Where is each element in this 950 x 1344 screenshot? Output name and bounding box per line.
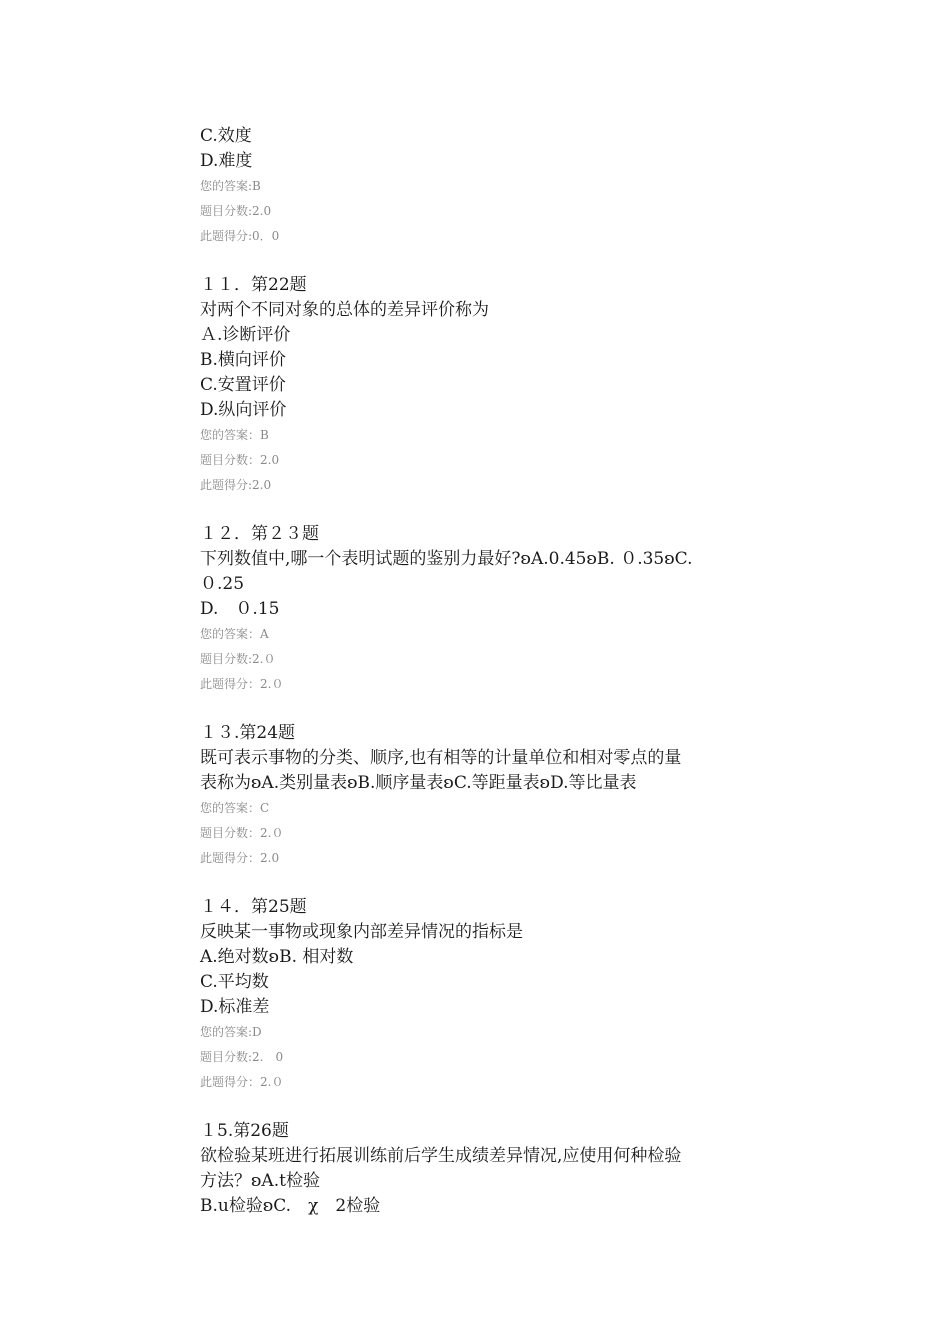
- question-score: 题目分数:2.０: [200, 652, 276, 666]
- question-stem: 欲检验某班进行拓展训练前后学生成绩差异情况,应使用何种检验: [200, 1146, 682, 1166]
- your-answer: 您的答案:B: [200, 179, 261, 193]
- option-d: D. ０.15: [200, 599, 280, 619]
- option-a-b: A.绝对数ʚB. 相对数: [200, 947, 354, 967]
- question-stem-continued: ０.25: [200, 574, 245, 594]
- earned-score: 此题得分:0．0: [200, 229, 280, 243]
- question-stem: 下列数值中,哪一个表明试题的鉴别力最好?ʚA.0.45ʚB. ０.35ʚC.: [200, 549, 693, 569]
- earned-score: 此题得分：2.０: [200, 677, 284, 691]
- option-c: C.安置评价: [200, 375, 286, 395]
- question-stem: 对两个不同对象的总体的差异评价称为: [200, 300, 489, 320]
- question-title: １5.第26题: [200, 1121, 289, 1141]
- option-d: D.难度: [200, 151, 253, 171]
- option-d: D.纵向评价: [200, 400, 287, 420]
- question-12: [200, 522, 820, 697]
- question-score: 题目分数：2.0: [200, 453, 280, 467]
- question-title: １１．第22题: [200, 275, 307, 295]
- question-score: 题目分数：2.０: [200, 826, 284, 840]
- your-answer: 您的答案：C: [200, 801, 270, 815]
- question-14: [200, 895, 820, 1095]
- option-d: D.标准差: [200, 997, 270, 1017]
- your-answer: 您的答案：A: [200, 627, 269, 641]
- question-13: [200, 721, 820, 871]
- question-title: １３.第24题: [200, 723, 296, 743]
- previous-question-tail: [200, 124, 820, 249]
- option-a: Ａ.诊断评价: [200, 325, 291, 345]
- your-answer: 您的答案:D: [200, 1025, 262, 1039]
- option-c: C.效度: [200, 126, 252, 146]
- question-stem: 反映某一事物或现象内部差异情况的指标是: [200, 922, 523, 942]
- option-c: C.平均数: [200, 972, 269, 992]
- question-score: 题目分数:2.0: [200, 204, 272, 218]
- question-11: [200, 273, 820, 498]
- earned-score: 此题得分：2.０: [200, 1075, 284, 1089]
- your-answer: 您的答案：B: [200, 428, 269, 442]
- question-stem-continued: 方法？ʚA.t检验: [200, 1171, 320, 1191]
- question-stem: 既可表示事物的分类、顺序,也有相等的计量单位和相对零点的量: [200, 748, 682, 768]
- question-title: １４．第25题: [200, 897, 307, 917]
- question-score: 题目分数:2. 0: [200, 1050, 284, 1064]
- question-15: [200, 1119, 820, 1219]
- option-b: B.横向评价: [200, 350, 286, 370]
- question-options: 表称为ʚA.类别量表ʚB.顺序量表ʚC.等距量表ʚD.等比量表: [200, 773, 637, 793]
- question-title: １２．第２３题: [200, 524, 319, 544]
- document-page: [200, 124, 820, 1219]
- earned-score: 此题得分：2.0: [200, 851, 280, 865]
- option-b-c: B.u检验ʚC. χ 2检验: [200, 1196, 381, 1216]
- earned-score: 此题得分:2.0: [200, 478, 272, 492]
